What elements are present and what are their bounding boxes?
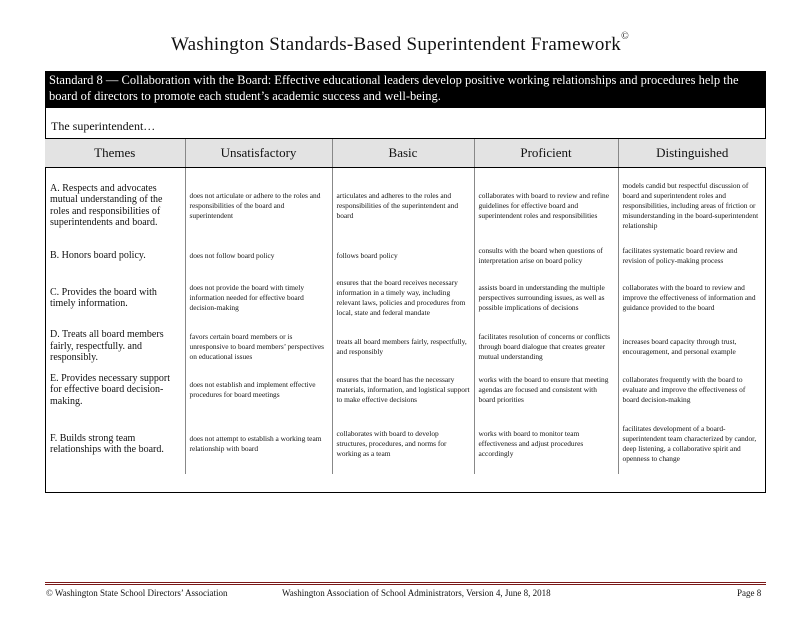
header-themes: Themes [45,139,185,168]
footer-rule-top [45,582,766,583]
header-row [45,139,766,168]
footer-rule-bottom [45,584,766,585]
intro-text: The superintendent… [51,119,156,133]
rubric-table [45,138,766,474]
theme-cell: E. Provides necessary support for effective board decision-making. [50,372,170,407]
unsatisfactory-cell: does not follow board policy [185,243,332,269]
table-row [45,269,766,327]
proficient-cell: works with the board to ensure that meeting agendas are focused and consistent with board priorities [474,366,618,414]
standard-banner: Standard 8 — Collaboration with the Board: Effective educational leaders develop positive working relationships and procedures help the board of directors to promote each student’s academic success and well-being. [45,71,766,108]
distinguished-cell: collaborates frequently with the board to evaluate and improve the effectiveness of board decision-making [618,366,766,414]
basic-cell: treats all board members fairly, respectfully, and responsibly [332,327,474,366]
unsatisfactory-cell: does not provide the board with timely information needed for effective board decision-making [185,269,332,327]
distinguished-cell: increases board capacity through trust, encouragement, and personal example [618,327,766,366]
theme-cell: F. Builds strong team relationships with the board. [50,432,164,455]
header-distinguished: Distinguished [618,139,766,168]
table-row [45,168,766,244]
unsatisfactory-cell: does not attempt to establish a working team relationship with board [185,414,332,474]
table-row [45,243,766,269]
header-proficient: Proficient [474,139,618,168]
basic-cell: follows board policy [332,243,474,269]
theme-cell: C. Provides the board with timely information. [50,286,157,309]
table-row [45,366,766,414]
distinguished-cell: models candid but respectful discussion of board and superintendent roles and responsibilities, including areas of friction or misunderstanding in the board-superintendent relationship [618,168,766,244]
distinguished-cell: facilitates development of a board-superintendent team characterized by candor, deep listening, a collaborative spirit and openness to change [618,414,766,474]
title-text: Washington Standards-Based Superintendent Framework [170,34,622,55]
table-row [45,414,766,474]
page-number: Page 8 [737,588,762,598]
unsatisfactory-cell: does not establish and implement effective procedures for board meetings [185,366,332,414]
theme-cell: A. Respects and advocates mutual understanding of the roles and responsibilities of superintendents and board. [50,182,163,228]
header-unsatisfactory: Unsatisfactory [185,139,332,168]
distinguished-cell: facilitates systematic board review and revision of policy-making process [618,243,766,269]
footer-left: © Washington State School Directors’ Association [46,588,228,598]
proficient-cell: works with board to monitor team effectiveness and adjust procedures accordingly [474,414,618,474]
proficient-cell: consults with the board when questions of interpretation arise on board policy [474,243,618,269]
proficient-cell: assists board in understanding the multiple perspectives surrounding issues, as well as possible implications of decisions [474,269,618,327]
proficient-cell: collaborates with board to review and refine guidelines for effective board and superintendent roles and responsibilities [474,168,618,244]
distinguished-cell: collaborates with the board to review and improve the effectiveness of information and guidance provided to the board [618,269,766,327]
theme-cell: B. Honors board policy. [50,250,146,262]
basic-cell: collaborates with board to develop structures, procedures, and norms for working as a team [332,414,474,474]
basic-cell: ensures that the board has the necessary materials, information, and logistical support to make effective decisions [332,366,474,414]
theme-cell: D. Treats all board members fairly, respectfully. and responsibly. [50,329,164,364]
table-row [45,327,766,366]
basic-cell: articulates and adheres to the roles and responsibilities of the superintendent and board [332,168,474,244]
unsatisfactory-cell: does not articulate or adhere to the roles and responsibilities of the board and superintendent [185,168,332,244]
basic-cell: ensures that the board receives necessary information in a timely way, including relevant laws, policies and procedures from local, state and federal mandate [332,269,474,327]
proficient-cell: facilitates resolution of concerns or conflicts through board dialogue that creates greater mutual understanding [474,327,618,366]
footer-center: Washington Association of School Administrators, Version 4, June 8, 2018 [282,588,551,598]
page-title [0,30,800,56]
unsatisfactory-cell: favors certain board members or is unresponsive to board members’ perspectives on educational issues [185,327,332,366]
header-basic: Basic [332,139,474,168]
copyright-mark: © [621,30,630,42]
